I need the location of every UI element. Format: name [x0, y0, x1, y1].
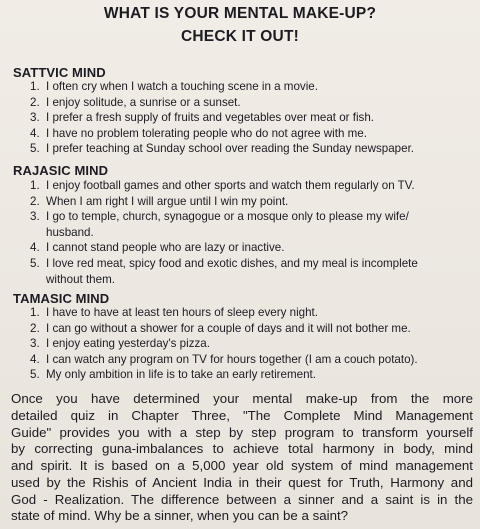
- item-number: 5.: [30, 142, 40, 156]
- list-item: [30, 178, 475, 194]
- paragraph-line: Once you have determined your mental make-up from the more: [11, 391, 473, 406]
- item-text: I enjoy football games and other sports and watch them regularly on TV.: [46, 179, 415, 192]
- list-item: [30, 141, 475, 157]
- item-number: 1.: [30, 80, 40, 93]
- item-text: I can go without a shower for a couple of days and it will not bother me.: [46, 321, 411, 335]
- list-item: [30, 352, 475, 368]
- item-number: 4.: [30, 241, 40, 255]
- list-item: [30, 95, 475, 111]
- list-item: [30, 240, 475, 256]
- item-number: 3.: [30, 210, 40, 224]
- item-number: 2.: [30, 321, 40, 335]
- list-item: [30, 256, 475, 287]
- item-text: My only ambition in life is to take an early retirement.: [46, 368, 316, 382]
- item-text: I have no problem tolerating people who do not agree with me.: [46, 126, 367, 140]
- item-number: 2.: [30, 95, 40, 109]
- item-text: I go to temple, church, synagogue or a mosque only to please my wife/: [46, 210, 409, 224]
- section-title-rajasic: RAJASIC MIND: [13, 163, 109, 178]
- page-title: WHAT IS YOUR MENTAL MAKE-UP?: [103, 5, 377, 22]
- item-text: I often cry when I watch a touching scene in a movie.: [46, 80, 318, 93]
- list-item: [30, 321, 475, 337]
- paragraph-line: God - Realization. The difference between a sinner and a saint is in the: [11, 491, 473, 507]
- item-number: 4.: [30, 352, 40, 366]
- list-item: [30, 367, 475, 383]
- item-text: I prefer teaching at Sunday school over reading the Sunday newspaper.: [46, 142, 415, 156]
- item-text: I can watch any program on TV for hours together (I am a couch potato).: [46, 352, 418, 366]
- item-text: I have to have at least ten hours of sleep every night.: [46, 306, 318, 319]
- item-number: 5.: [30, 368, 40, 382]
- list-item: [30, 336, 475, 352]
- rajasic-list: [30, 178, 475, 287]
- list-item: [30, 305, 475, 321]
- list-item: [30, 209, 475, 240]
- page-subtitle: CHECK IT OUT!: [181, 28, 299, 45]
- closing-paragraph: [11, 391, 473, 525]
- item-number: 3.: [30, 337, 40, 351]
- paragraph-line: by correcting guna-imbalances to achieve total harmony in body, mind: [11, 441, 473, 457]
- item-number: 4.: [30, 126, 40, 140]
- item-text-continuation: husband.: [46, 225, 94, 239]
- item-text: When I am right I will argue until I win my point.: [46, 194, 289, 208]
- item-number: 2.: [30, 194, 40, 208]
- item-number: 1.: [30, 306, 40, 319]
- section-title-tamasic: TAMASIC MIND: [13, 291, 110, 306]
- item-text: I prefer a fresh supply of fruits and vegetables over meat or fish.: [46, 111, 375, 125]
- paragraph-line: detailed quiz in Chapter Three, "The Complete Mind Management: [11, 407, 473, 423]
- list-item: [30, 126, 475, 142]
- item-text: I enjoy solitude, a sunrise or a sunset.: [46, 95, 241, 109]
- list-item: [30, 194, 475, 210]
- list-item: [30, 110, 475, 126]
- paragraph-line: and spirit. It is based on a 5,000 year old system of mind management: [11, 458, 473, 473]
- item-number: 5.: [30, 256, 40, 270]
- section-title-sattvic: SATTVIC MIND: [13, 65, 106, 80]
- item-text: I love red meat, spicy food and exotic dishes, and my meal is incomplete: [46, 256, 418, 270]
- list-item: [30, 79, 475, 95]
- sattvic-list: [30, 79, 475, 157]
- item-text-continuation: without them.: [46, 272, 115, 286]
- paragraph-line: Guide" provides you with a step by step program to transform yourself: [11, 424, 473, 440]
- item-text: I enjoy eating yesterday's pizza.: [46, 337, 210, 351]
- item-number: 1.: [30, 179, 40, 192]
- item-text: I cannot stand people who are lazy or inactive.: [46, 241, 285, 255]
- paragraph-line: used by the Rishis of Ancient India in their quest for Truth, Harmony and: [11, 474, 473, 490]
- paragraph-line: state of mind. Why be a sinner, when you can be a saint?: [11, 508, 349, 524]
- item-number: 3.: [30, 111, 40, 125]
- tamasic-list: [30, 305, 475, 383]
